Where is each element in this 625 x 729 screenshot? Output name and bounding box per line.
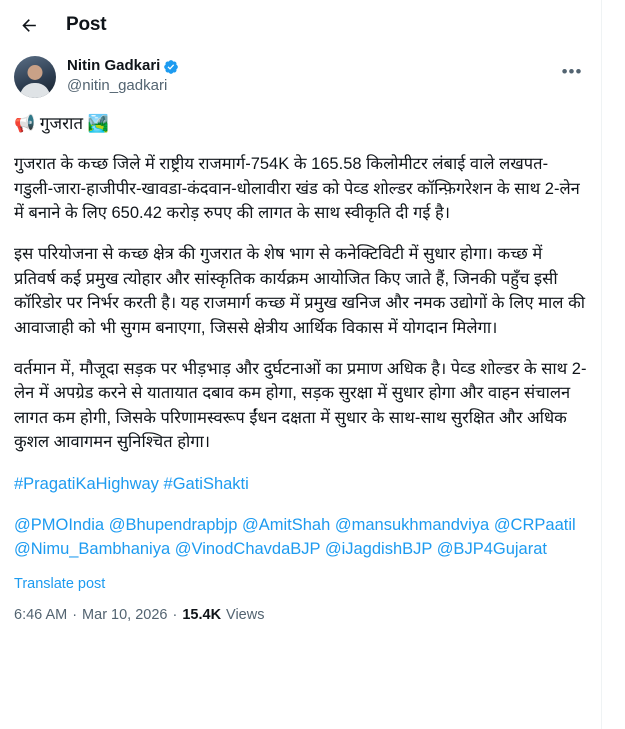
more-options-icon[interactable]: ••• — [561, 62, 583, 81]
tweet-footer — [14, 607, 587, 623]
tweet-text — [14, 111, 587, 562]
author-handle[interactable]: @nitin_gadkari — [67, 76, 168, 94]
author-meta — [67, 56, 546, 96]
tweet-emoji-line: 📢 गुजरात 🏞️ — [14, 114, 110, 133]
mention-bhupendrapbjp[interactable]: @Bhupendrapbjp — [108, 516, 238, 535]
hashtag-line — [14, 472, 587, 496]
avatar-face — [28, 65, 43, 80]
verified-badge-icon — [163, 59, 179, 75]
tweet-paragraph-2: इस परियोजना से कच्छ क्षेत्र की गुजरात के शेष भाग से कनेक्टिविटी में सुधार होगा। कच्छ में प्रतिवर्ष कई प्रमुख त्योहार और सांस्कृतिक कार्यक्रम आयोजित किए जाते हैं, जिनकी पहुँच इसी कॉरिडोर पर निर्भर करती है। यह राजमार्ग कच्छ में प्रमुख खनिज और नमक उद्योगों के लिए माल की आवाजाही को भी सुगम बनाएगा, जिससे क्षेत्रीय आर्थिक विकास में योगदान मिलेगा। — [14, 245, 586, 337]
mention-amitshah[interactable]: @AmitShah — [242, 516, 331, 535]
back-button[interactable] — [14, 10, 44, 40]
mention-nimu-bambhaniya[interactable]: @Nimu_Bambhaniya — [14, 540, 171, 559]
hashtag-pragatikahighway[interactable]: #PragatiKaHighway — [14, 474, 159, 493]
hashtag-gatishakti[interactable]: #GatiShakti — [163, 474, 249, 493]
author-display-name[interactable]: Nitin Gadkari — [67, 57, 161, 74]
mention-mansukhmandviya[interactable]: @mansukhmandviya — [334, 516, 490, 535]
right-rail — [601, 0, 625, 729]
tweet-paragraph-3: वर्तमान में, मौजूदा सड़क पर भीड़भाड़ और दुर्घटनाओं का प्रमाण अधिक है। पेव्ड शोल्डर के साथ 2-लेन में अपग्रेड करने से यातायात दबाव कम होगा, सड़क सुरक्षा में सुधार होगा और वाहन संचालन लागत कम होगी, जिसके परिणामस्वरूप ईंधन दक्षता में सुधार के साथ-साथ सुरक्षित और अधिक कुशल आवागमन सुनिश्चित होगा। — [14, 360, 587, 452]
mention-bjp4gujarat[interactable]: @BJP4Gujarat — [436, 540, 547, 559]
arrow-left-icon — [20, 16, 39, 35]
avatar-body — [20, 83, 50, 98]
tweet-paragraph-1: गुजरात के कच्छ जिले में राष्ट्रीय राजमार्ग-754K के 165.58 किलोमीटर लंबाई वाले लखपत-गडुली-जारा-हाजीपीर-खावडा-कंदवान-धोलावीरा खंड को पेव्ड शोल्डर कॉन्फ़िगरेशन के साथ 2-लेन में बनाने के लिए 650.42 करोड़ रुपए की लागत के साथ स्वीकृति दी गई है। — [14, 155, 580, 222]
mention-line — [14, 513, 587, 562]
mention-vinodchavdabjp[interactable]: @VinodChavdaBJP — [174, 540, 321, 559]
avatar[interactable] — [14, 56, 56, 98]
translate-post-button[interactable]: Translate post — [14, 575, 106, 592]
mention-pmoindia[interactable]: @PMOIndia — [14, 516, 105, 535]
separator-2: · — [172, 606, 178, 623]
tweet-date: Mar 10, 2026 — [82, 606, 168, 623]
separator-1: · — [72, 606, 78, 623]
views-count: 15.4K — [182, 606, 222, 623]
tweet-container — [0, 50, 601, 623]
mention-ijagdishbjp[interactable]: @iJagdishBJP — [324, 540, 433, 559]
author-name-line — [67, 57, 546, 76]
page-header — [0, 0, 601, 50]
page-title: Post — [66, 14, 107, 35]
views-label: Views — [226, 606, 265, 623]
mention-crpaatil[interactable]: @CRPaatil — [493, 516, 576, 535]
author-row — [14, 54, 587, 98]
tweet-time: 6:46 AM — [14, 606, 68, 623]
